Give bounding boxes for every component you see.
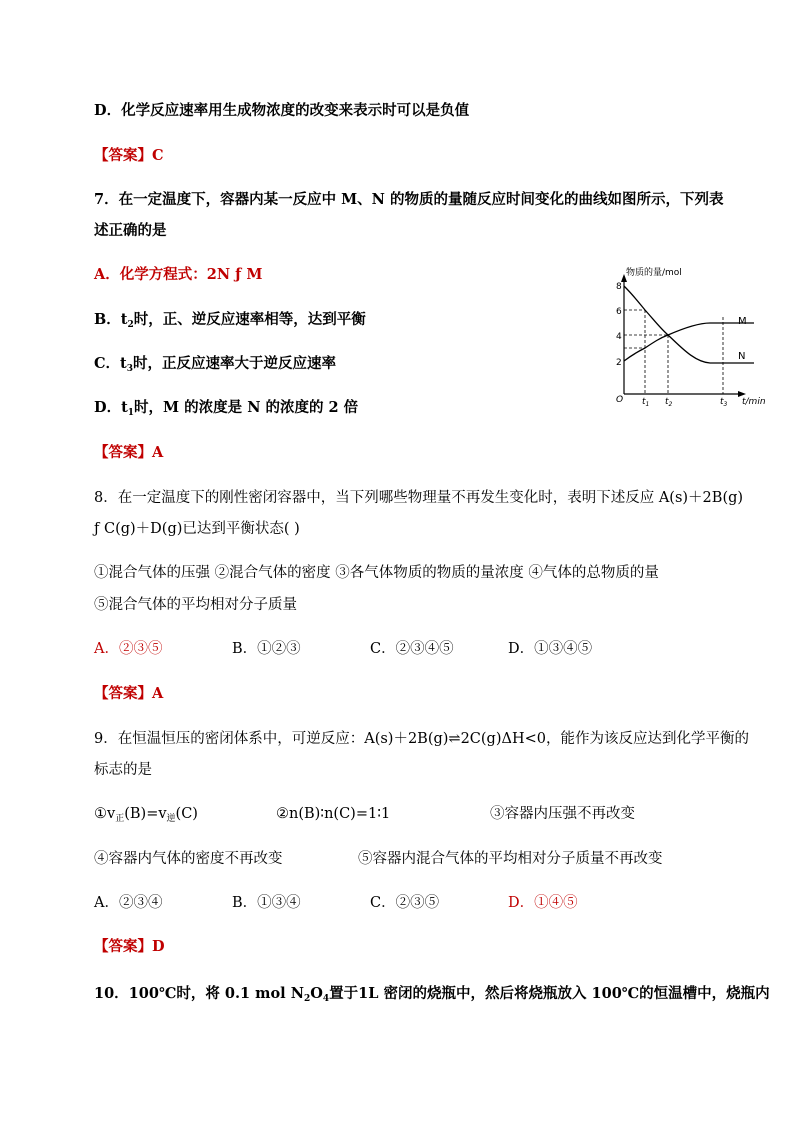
q8-option-d: D．①③④⑤ (508, 641, 593, 657)
q9-item-1-sub2: 逆 (166, 814, 176, 824)
q7-option-d (94, 398, 358, 423)
q10-b: O (310, 985, 323, 1002)
amount-time-graph (612, 262, 772, 412)
q10-stem-line1 (94, 984, 770, 1009)
q7-option-b (94, 310, 366, 335)
q9-item-2: ②n(B)∶n(C)=1∶1 (276, 806, 391, 822)
q9-item-1-b: (B)=v (124, 806, 167, 822)
q9-option-d: D．①④⑤ (508, 895, 578, 911)
y-axis-label: 物质的量/mol (626, 268, 682, 278)
q8-items-line2: ⑤混合气体的平均相对分子质量 (94, 597, 297, 613)
q9-item-1 (94, 804, 198, 829)
q10-a: 10．100℃时，将 0.1 mol N (94, 985, 304, 1002)
q10-sub1: 2 (303, 994, 311, 1004)
q8-option-c: C．②③④⑤ (370, 641, 454, 657)
answer-value: C (152, 147, 164, 164)
answer-label: 【答案】 (94, 147, 152, 164)
answer-label: 【答案】 (94, 938, 152, 955)
q9-item-1-c: (C) (175, 806, 198, 822)
q7-d-prefix: D．t (94, 399, 128, 416)
curve-n (624, 286, 754, 363)
origin-label: O (616, 395, 624, 405)
q8-items-line1: ①混合气体的压强 ②混合气体的密度 ③各气体物质的物质的量浓度 ④气体的总物质的量 (94, 565, 659, 581)
x-tick-t3: $t_3$ (720, 397, 728, 408)
q10-c: 置于1L 密闭的烧瓶中，然后将烧瓶放入 100℃的恒温槽中，烧瓶内 (329, 985, 770, 1002)
answer-value: D (152, 938, 165, 955)
x-tick-t2: $t_2$ (665, 397, 673, 408)
answer-value: A (152, 685, 164, 702)
q7-b-subscript: 2 (127, 320, 134, 330)
answer-label: 【答案】 (94, 685, 152, 702)
y-tick: 4 (616, 332, 622, 342)
curve-m (624, 323, 754, 361)
answer-8 (94, 684, 163, 704)
q9-item-4: ④容器内气体的密度不再改变 (94, 851, 283, 867)
q7-option-c (94, 354, 336, 379)
q8-option-a: A．②③⑤ (94, 641, 163, 657)
curve-m-label: M (738, 316, 747, 327)
q8-option-b: B．①②③ (232, 641, 301, 657)
curve-n-label: N (738, 351, 746, 362)
answer-value: A (152, 444, 164, 461)
answer-9 (94, 937, 165, 957)
x-tick-t1: $t_1$ (642, 397, 650, 408)
q6-option-d: D．化学反应速率用生成物浓度的改变来表示时可以是负值 (94, 102, 470, 119)
q9-option-b: B．①③④ (232, 895, 301, 911)
q9-item-1-a: ①v (94, 806, 116, 822)
q9-item-3: ③容器内压强不再改变 (490, 806, 635, 822)
y-tick: 8 (616, 282, 622, 292)
x-axis-label: t/min (742, 397, 766, 407)
answer-7 (94, 443, 163, 463)
q9-item-1-sub1: 正 (115, 814, 125, 824)
q7-option-a: A．化学方程式：2N ƒ M (94, 266, 263, 283)
y-tick: 2 (616, 358, 622, 368)
q9-stem-line1: 9．在恒温恒压的密闭体系中，可逆反应：A(s)＋2B(g)⇌2C(g)ΔH<0，能作为该反应达到化学平衡的 (94, 731, 749, 747)
q7-stem-line2: 述正确的是 (94, 222, 167, 239)
q7-b-text: 时，正、逆反应速率相等，达到平衡 (133, 311, 366, 328)
q9-item-5: ⑤容器内混合气体的平均相对分子质量不再改变 (358, 851, 663, 867)
q8-stem-line1: 8．在一定温度下的刚性密闭容器中，当下列哪些物理量不再发生变化时，表明下述反应 A(s)＋2B(g) (94, 490, 744, 506)
q7-c-prefix: C．t (94, 355, 127, 372)
q8-stem-line2: ƒ C(g)＋D(g)已达到平衡状态( ) (94, 521, 300, 537)
q9-option-a: A．②③④ (94, 895, 163, 911)
answer-6 (94, 146, 164, 166)
answer-label: 【答案】 (94, 444, 152, 461)
q7-c-text: 时，正反应速率大于逆反应速率 (133, 355, 337, 372)
q7-c-subscript: 3 (126, 364, 134, 374)
q7-d-subscript: 1 (127, 408, 135, 418)
q7-b-prefix: B．t (94, 311, 128, 328)
q9-stem-line2: 标志的是 (94, 762, 152, 778)
q7-stem-line1: 7．在一定温度下，容器内某一反应中 M、N 的物质的量随反应时间变化的曲线如图所示，下列表 (94, 191, 724, 208)
q10-sub2: 4 (322, 994, 330, 1004)
q9-option-c: C．②③⑤ (370, 895, 440, 911)
q7-d-text: 时，M 的浓度是 N 的浓度的 2 倍 (134, 399, 359, 416)
y-tick: 6 (616, 307, 622, 317)
